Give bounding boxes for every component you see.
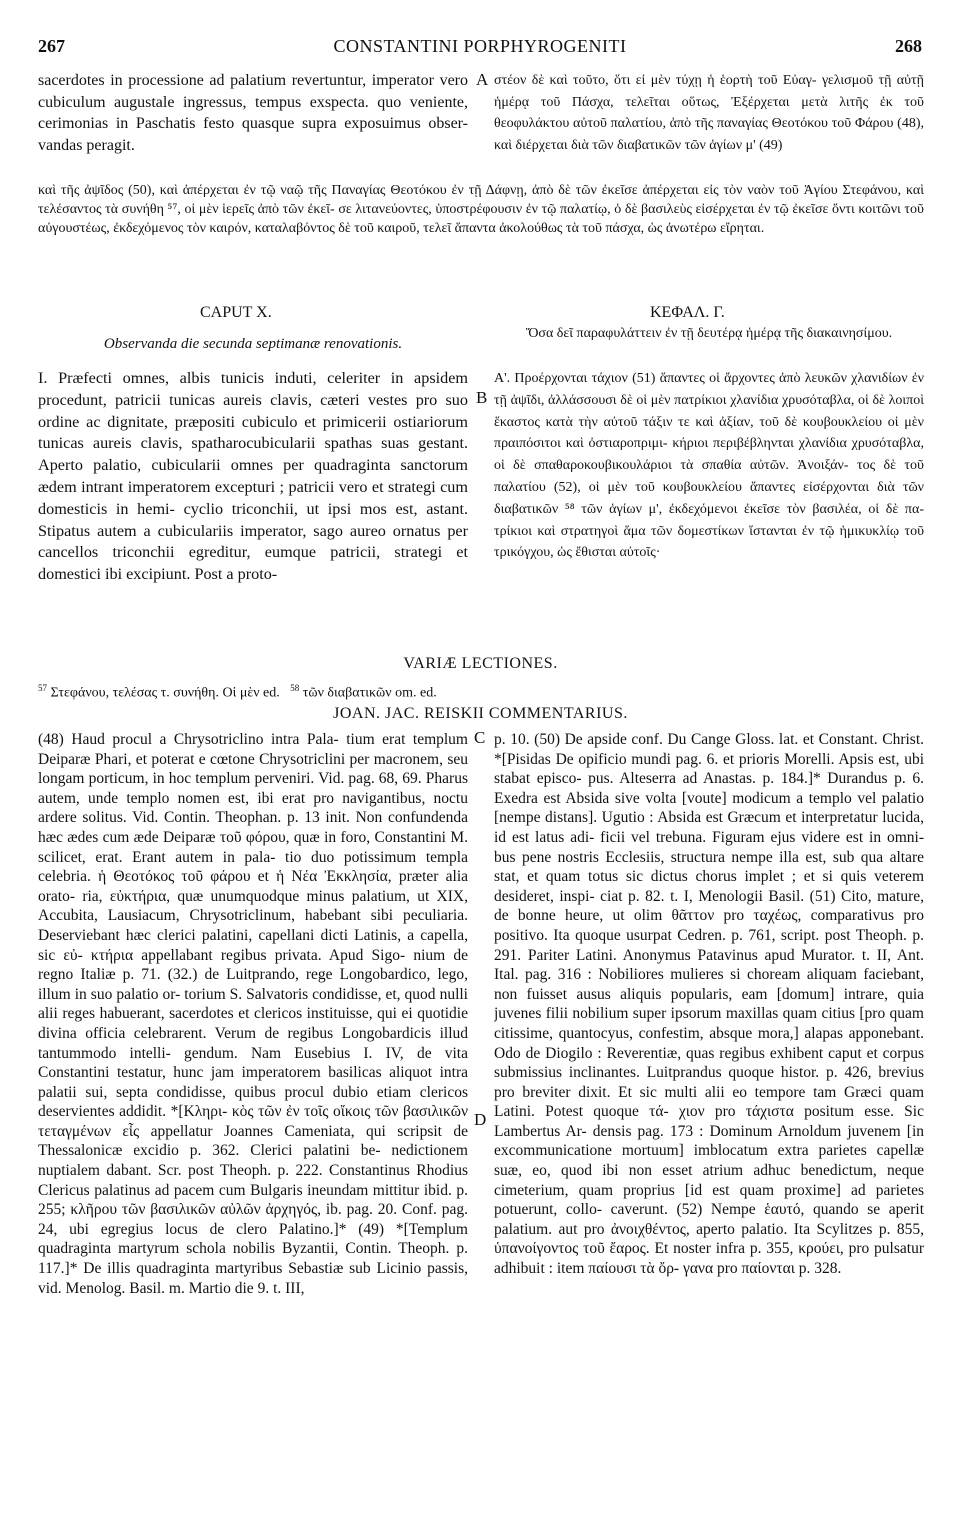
greek-chapter-text: Α'. Προέρχονται τάχιον (51) ἅπαντες οἱ ἄρχοντες ἀπὸ λευκῶν χλανιδίων ἐν τῇ ἀψῖδι, ἀλλάσσουσι δὲ οἱ μὲν πατρίκιοι χλανίδια χρυσόταβλα, οἱ δὲ λοιποὶ ἕκαστος κατὰ τὴν αὐτοῦ τάξιν τε καὶ ἀξίαν, τοῦ δὲ κουβουκλείου οἱ μὲν πραιπόσιτοι καὶ ὀστιαροπριμι- κήριοι περιβέβληνται χλανίδια χρυσόταβλα, οἱ δὲ σπαθαροκουβικουλάριοι τὰ σπαθία αὐτῶν. Ἀνοιξάν- τος δὲ τοῦ παλατίου (52), οἱ μὲν τοῦ κουβουκλείου ἅπαντες εἰσέρχονται διὰ τῶν διαβατικῶν ⁵⁸ τῶν ἁγίων μ', ἐκδεχόμενοι ἐκεῖσε τὸν βασιλέα, οἱ δὲ πα- τρίκιοι καὶ στρατηγοὶ ἅμα τῶν δομεστίκων ἵστανται ἐν τῷ ἡμικυκλίῳ τοῦ τρικόγχου, ὡς ἔθισται αὐτοῖς· <box>494 371 924 561</box>
margin-marker-b: B <box>476 388 488 407</box>
latin-text-top: sacerdotes in processione ad palatium revertuntur, imperator vero cubiculum augustale ingressus, tempus exspecta. quo veniente, cerimonias in Paschatis festo quasque supra exposuimus obser- vandas peragit. <box>38 72 468 154</box>
commentary-heading: JOAN. JAC. REISKII COMMENTARIUS. <box>333 705 628 722</box>
variant-57-text: Στεφάνου, τελέσας τ. συνήθη. Οἱ μὲν ed. <box>50 685 280 701</box>
variant-58-text: τῶν διαβατικῶν om. ed. <box>302 685 437 701</box>
variant-57-number: 57 <box>38 683 47 693</box>
chapter-subtitle-latin: Observanda die secunda septimanæ renovationis. <box>103 336 403 352</box>
greek-text-full-width: καὶ τῆς ἀψῖδος (50), καὶ ἀπέρχεται ἐν τῷ ναῷ τῆς Παναγίας Θεοτόκου ἐν τῇ Δάφνῃ, ἀπὸ δὲ τῶν ἐκεῖσε ἀπέρχεται εἰς τὸν ναὸν τοῦ Ἁγίου Στεφάνου, καὶ τελέσαντος τὰ συνήθη ⁵⁷, οἱ μὲν ἱερεῖς ἀπὸ τῶν ἐκεῖ- σε λιτανεύοντες, ὑποστρέφουσιν ἐν τῷ παλατίῳ, ὁ δὲ βασιλεὺς εἰσέρχεται ἐν τῷ ἐκεῖσε ὄντι κοιτῶνι τοῦ αὐγουστέως, ἐκδεχόμενος τὸν καιρόν, καταλαβόντος δὲ τοῦ καιροῦ, τελεῖ ἅπαντα ἀκολούθως τὰ τοῦ πάσχα, ὡς ἀνωτέρω εἴρηται. <box>38 183 924 236</box>
margin-marker-d: D <box>474 1110 487 1129</box>
commentary-left-column: (48) Haud procul a Chrysotriclino intra Pala- tium erat templum Deiparæ Phari, et poterat e cœtone Chrysotriclini per macronem, seu longam porticum, in hoc templum perveniri. Vid. pag. 68, 69. Pharus autem, unde templo nomen est, ibi erat pro navigantibus, noctu ardere solitus. Vid. Contin. Theophan. p. 13 init. Non confundenda hæc ædes cum æde Deiparæ τοῦ φόρου, quæ in foro, Constantini M. scilicet, erat. Erant autem in pala- tio duo potissimum templa celebria. ἡ Θεοτόκος τοῦ φάρου et ἡ Νέα Ἐκκλησία, præter alia orato- ria, εὐκτήρια, quæ unumquodque minus palatium, ut XIX, Accubita, Lausiacum, Chrysotriclinum, habebant sibi peculiaria. Deserviebant hæc clerici palatini, capellani dicti Latinis, a capella, sic εὐ- κτήρια appellabant regibus privata. Apud Sigo- nium de regno Italiæ p. 71. (32.) de Luitprando, rege Longobardico, lego, illum in suo palatio or- torium S. Salvatoris condidisse, et, quod nulli alii reges habuerant, sacerdotes et clericos instituisse, qui ei quotidie divina officia celebrarent. Verum de regibus Longobardicis illud tantummodo intelli- gendum. Nam Eusebius I. IV, de vita Constantini testatur, hunc jam imperatorem basilicas aliquot intra palatii sui, septa condidisse, quibus procul dubio etiam clericos deservientes addidit. *[Κληρι- κὸς τῶν ἐν τοῖς οἴκοις τῶν βασιλικῶν τεταγμένων εἷς appellatur Joannes Cameniata, qui scripsit de Thessalonicæ excidio p. 362. Clerici palatini be- nedictionem nuptialem dabant. Scr. post Theoph. p. 222. Constantinus Rhodius Clericus palatinus ad pacem cum Bulgaris ineundam mittitur ibid. p. 255; κλῆρου τῶν βασιλικῶν αὐλῶν ἀρχηγός, ib. pag. 20. Conf. pag. 24, ubi egregius locus de clero Palatino.]* (49) *[Templum quadraginta martyrum schola nobilis Byzantii, Contin. Theoph. p. 117.]* De illis quadraginta martyribus Sebastiæ sub Licinio passis, vid. Menolog. Basil. m. Martio die 9. t. III, <box>38 731 468 1297</box>
commentary-right-column: p. 10. (50) De apside conf. Du Cange Gloss. lat. et Constant. Christ. *[Pisidas De opificio mundi pag. 6. et prioris Morelli. Apsis est, ubi stabat episco- pus. Alteserra ad Anastas. p. 184.]* Durandus p. 6. Exedra est Absida sive volta [voute] modicum a templo vel palatio [nempe distans]. Ugutio : Absida est Græcum et interpretatur lucida, id est latus adi- ficii vel trebuna. Figuram ejus videre est in omni- bus pene nostris Ecclesiis, structura nempe illa est, sub qua altare stat, et quam totus sic dictus chorus implet ; et si quis veterem desideret, inspi- ciat p. 82. t. I, Menologii Basil. (51) Cito, mature, de bonne heure, ut olim θᾶττον pro ταχέως, comparativus pro positivo. Ita quoque usurpat Cedren. p. 761, script. post Theoph. p. 291. Pariter Latini. Anonymus Patavinus apud Murator. t. II, Ant. Ital. pag. 316 : Nobiliores mulieres si choream aliquam faciebant, non fuisset ausus aliquis popularis, eam [domum] intrare, quia juvenes filii nobilium super ipsorum maxillas quam citius [pro quam citissime, quantocyus, confestim, absque mora,] alapas apponebant. Odo de Diogilo : Reverentiæ, quas regibus exhibent caput et corpus submissius inclinantes. Luitprandus quoque histor. p. 426, brevius pro breviter dixit. Et sic multi alii eo tempore tam Græci quam Latini. Potest quoque τά- χιον pro τάχιστα positum esse. Sic Lambertus Ar- densis pag. 173 : Dominum Arnoldum juvenem [in excommunicatione mortuum] imblocatum extra parietes capellæ suæ, eo, quod ibi non esset atrium adhuc benedictum, neque cimeterium, quam proprius [id est quam proxime] ad parietes potuerunt, collo- caverunt. (52) Nempe ἑαυτό, quando se aperit palatium. aut pro ἀνοιχθέντος, aperto palatio. Ita Scylitzes p. 855, ὑπανοίγοντος τοῦ ἔαρος. Et noster infra p. 355, κρούει, pro pulsatur adhibuit : item παίουσι τὰ ὄρ- γανα pro παίονται p. 328. <box>494 731 924 1278</box>
greek-text-top: στέον δὲ καὶ τοῦτο, ὅτι εἰ μὲν τύχῃ ἡ ἑορτὴ τοῦ Εὐαγ- γελισμοῦ τῇ αὐτῇ ἡμέρᾳ τοῦ Πάσχα, τελεῖται οὕτως, Ἐξέρχεται μετὰ λιτῆς ἐκ τοῦ θεοφυλάκτου αὐτοῦ παλατίου, ἀπὸ τῆς παναγίας Θεοτόκου τοῦ Φάρου (48), καὶ διέρχεται διὰ τῶν διαβατικῶν τῶν ἁγίων μ' (49) <box>494 73 924 153</box>
margin-marker-a: A <box>476 70 489 89</box>
margin-marker-c: C <box>474 728 486 747</box>
variant-readings <box>38 683 918 702</box>
running-title: CONSTANTINI PORPHYROGENITI <box>333 36 627 56</box>
latin-chapter-text: I. Præfecti omnes, albis tunicis induti, celeriter in apsidem procedunt, patricii tunicas aureis clavis, cæteri vestes pro suo ordine ac dignitate, præpositi cubiculo et primicerii ostiariorum tunicas aureis clavis, spatharocubicularii spathas suas gestant. Aperto palatio, cubicularii omnes per quadraginta sanctorum ædem intrant imperatorem excepturi ; patricii vero et strategi cum domesticis in hemi- cyclio triconchii, ut ipsi mos est, astant. Stipatus autem a cubiculariis imperator, sago aureo ornatus per cancellos triconchii egreditur, eumque patricii, strategi et domestici ibi excipiunt. Post a proto- <box>38 369 468 584</box>
variae-lectiones-heading: VARIÆ LECTIONES. <box>403 655 558 672</box>
running-header <box>38 34 922 64</box>
caput-greek-heading: ΚΕΦΑΛ. Γ. <box>650 304 725 321</box>
page-number-right: 268 <box>895 36 922 56</box>
caput-latin-heading: CAPUT X. <box>200 304 272 321</box>
variant-58-number: 58 <box>290 683 300 693</box>
chapter-subtitle-greek: Ὅσα δεῖ παραφυλάττειν ἐν τῇ δευτέρᾳ ἡμέρᾳ τῆς διακαινησίμου. <box>525 326 893 341</box>
page-number-left: 267 <box>38 36 65 56</box>
